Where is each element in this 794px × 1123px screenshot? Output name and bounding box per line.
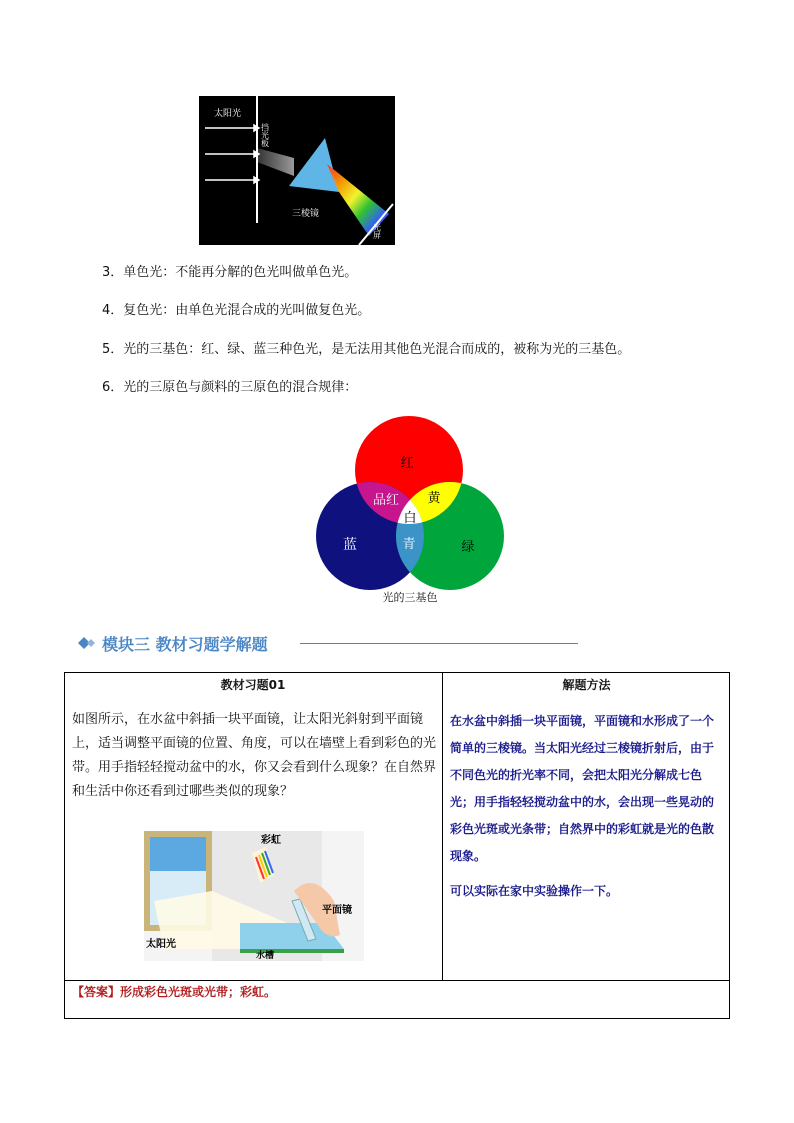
sunlight-arrows	[205, 125, 259, 183]
solution-note: 可以实际在家中实验操作一下。	[450, 884, 619, 898]
baffle-label: 挡光板	[260, 123, 270, 147]
solution-header: 解题方法	[562, 678, 611, 692]
prism-shape	[289, 138, 339, 192]
light-beam	[257, 148, 294, 176]
table-answer-divider	[64, 980, 730, 981]
label-green: 绿	[461, 540, 475, 555]
screen-label: 光屏	[372, 223, 382, 239]
label-white: 白	[403, 511, 417, 526]
module-divider	[300, 643, 578, 644]
label-magenta: 品红	[372, 493, 400, 508]
module-title: 模块三 教材习题学解题	[102, 635, 268, 654]
exercise-question: 如图所示，在水盆中斜插一块平面镜，让太阳光斜射到平面镜上，适当调整平面镜的位置、角度，可以在墙壁上看到彩色的光带。用手指轻轻搅动盆中的水，你又会看到什么现象？在自然界和生活中你还看到过哪些类似的现象？	[72, 712, 437, 799]
sunlight-label: 太阳光	[214, 109, 242, 119]
mirror-label: 平面镜	[322, 905, 352, 916]
module-heading	[78, 632, 578, 656]
table-column-divider	[442, 672, 443, 980]
prism-dispersion-figure	[199, 96, 395, 245]
solution-text: 在水盆中斜插一块平面镜，平面镜和水形成了一个简单的三棱镜。当太阳光经过三棱镜折射后，由于不同色光的折光率不同，会把太阳光分解成七色光；用手指轻轻搅动盆中的水，会出现一些晃动的彩色光斑或光条带；自然界中的彩虹就是光的色散现象。	[450, 714, 715, 863]
prism-diagram	[199, 96, 395, 245]
rgb-venn-figure	[310, 414, 510, 610]
exercise-header: 教材习题01	[220, 678, 286, 692]
mirror-water-figure	[144, 831, 364, 961]
label-cyan: 青	[402, 537, 416, 552]
paragraph-monochromatic: 3．单色光：不能再分解的色光叫做单色光。	[102, 265, 358, 280]
label-red: 红	[400, 456, 414, 471]
paragraph-primary-colors: 5．光的三基色：红、绿、蓝三种色光，是无法用其他色光混合而成的，被称为光的三基色。	[102, 342, 631, 357]
rgb-venn-diagram	[310, 414, 510, 610]
venn-caption: 光的三基色	[382, 591, 438, 604]
answer-text: 【答案】形成彩色光斑或光带；彩虹。	[72, 985, 277, 999]
prism-label: 三棱镜	[292, 209, 320, 219]
rainbow-label: 彩虹	[261, 835, 281, 846]
mirror-water-diagram	[144, 831, 364, 961]
sunlight-figure-label: 太阳光	[146, 939, 176, 950]
label-yellow: 黄	[427, 491, 441, 506]
label-blue: 蓝	[343, 537, 357, 553]
paragraph-polychromatic: 4．复色光：由单色光混合成的光叫做复色光。	[102, 303, 371, 318]
tank-label: 水槽	[256, 951, 275, 961]
diamond-arrow-icon	[78, 636, 98, 650]
paragraph-mixing-rule: 6．光的三原色与颜料的三原色的混合规律：	[102, 380, 358, 395]
